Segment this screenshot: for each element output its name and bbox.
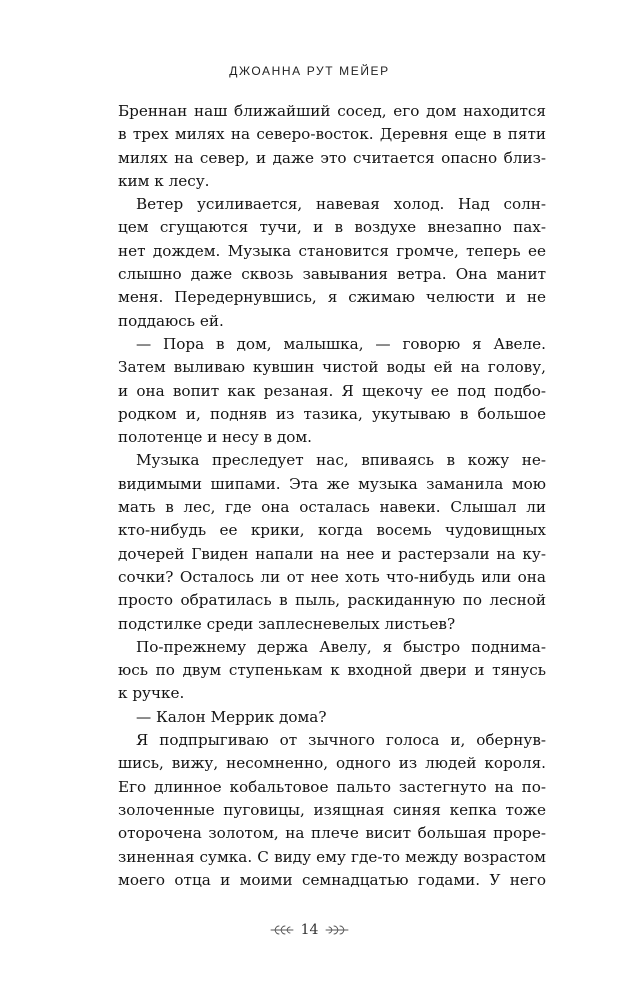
text-line: Его длинное кобальтовое пальто застегнуто на по- — [118, 777, 546, 796]
body-text — [118, 100, 546, 892]
paragraph — [118, 333, 546, 449]
text-line: Музыка преследует нас, впиваясь в кожу не- — [136, 451, 546, 470]
text-line: зиненная сумка. С виду ему где-то между возрастом — [118, 847, 546, 866]
text-line: оторочена золотом, на плече висит большая проре- — [118, 824, 546, 843]
text-line: полотенце и несу в дом. — [118, 428, 312, 447]
text-line: — Пора в дом, малышка, — говорю я Авеле. — [136, 334, 546, 353]
text-line: Затем выливаю кувшин чистой воды ей на голову, — [118, 358, 546, 377]
paragraph — [118, 706, 546, 729]
sprig-ornament-left-icon — [269, 924, 295, 936]
text-line: Бреннан наш ближайший сосед, его дом находится — [118, 102, 546, 120]
paragraph — [118, 449, 546, 635]
text-line: подстилке среди заплесневелых листьев? — [118, 614, 456, 633]
text-line: меня. Передернувшись, я сжимаю челюсти и не — [118, 288, 546, 307]
text-line: в трех милях на северо-восток. Деревня еще в пяти — [118, 125, 546, 144]
text-line: цем сгущаются тучи, и в воздухе внезапно пах- — [118, 218, 546, 237]
text-line: и она вопит как резаная. Я щекочу ее под подбо- — [118, 381, 546, 400]
text-line: Ветер усиливается, навевая холод. Над солн- — [136, 195, 546, 214]
text-line: моего отца и моими семнадцатью годами. У него — [118, 870, 546, 889]
text-line: дочерей Гвиден напали на нее и растерзали на ку- — [118, 544, 546, 563]
text-line: Я подпрыгиваю от зычного голоса и, обернув- — [136, 731, 546, 750]
text-line: мать в лес, где она осталась навеки. Слышал ли — [118, 498, 546, 517]
text-line: золоченные пуговицы, изящная синяя кепка тоже — [118, 800, 546, 819]
text-line: шись, вижу, несомненно, одного из людей короля. — [118, 754, 546, 773]
text-line: слышно даже сквозь завывания ветра. Она манит — [118, 265, 546, 284]
text-line: нет дождем. Музыка становится громче, теперь ее — [118, 241, 546, 260]
text-line: сочки? Осталось ли от нее хоть что-нибудь или она — [118, 567, 546, 586]
paragraph — [118, 193, 546, 333]
sprig-ornament-right-icon — [324, 924, 350, 936]
text-line: кто-нибудь ее крики, когда восемь чудовищных — [118, 521, 546, 540]
paragraph — [118, 100, 546, 193]
text-line: милях на север, и даже это считается опасно близ- — [118, 148, 546, 167]
text-line: ким к лесу. — [118, 171, 210, 190]
text-line: просто обратилась в пыль, раскиданную по лесной — [118, 591, 546, 610]
text-line: — Калон Меррик дома? — [136, 707, 327, 726]
text-line: поддаюсь ей. — [118, 311, 224, 330]
paragraph — [118, 636, 546, 706]
page-footer — [0, 922, 619, 938]
text-line: По-прежнему держа Авелу, я быстро поднима- — [136, 637, 546, 656]
text-line: видимыми шипами. Эта же музыка заманила мою — [118, 474, 546, 493]
text-line: родком и, подняв из тазика, укутываю в большое — [118, 404, 546, 423]
text-line: юсь по двум ступенькам к входной двери и тянусь — [118, 661, 546, 680]
running-head: ДЖОАННА РУТ МЕЙЕР — [229, 64, 390, 78]
paragraph — [118, 729, 546, 892]
text-line: к ручке. — [118, 684, 185, 703]
page-number: 14 — [300, 922, 319, 938]
